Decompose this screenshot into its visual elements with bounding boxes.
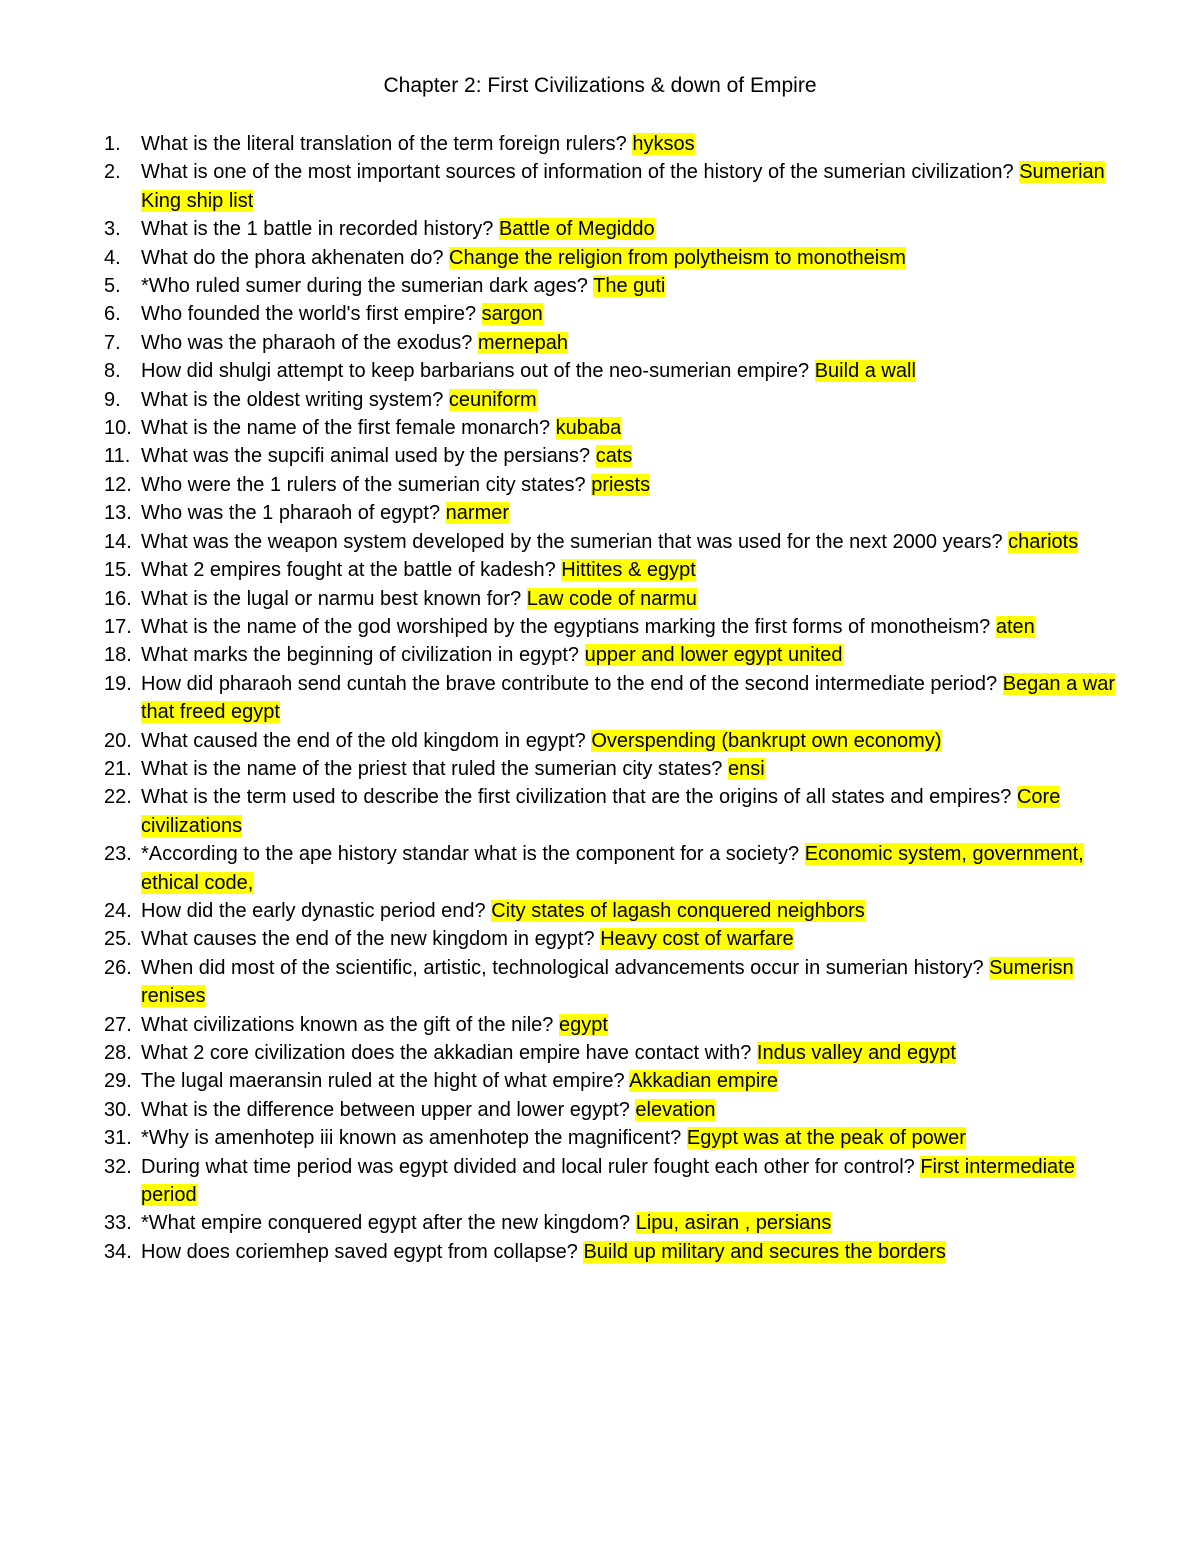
answer-highlight: sargon	[481, 303, 543, 326]
question-text: What causes the end of the new kingdom in egypt?	[141, 928, 595, 951]
question-text: What is the term used to describe the first civilization that are the origins of all states and empires?	[141, 786, 1012, 809]
list-item	[104, 1124, 1124, 1152]
list-item	[104, 215, 1124, 243]
answer-highlight: Build a wall	[814, 360, 916, 383]
question-text: How does coriemhep saved egypt from collapse?	[141, 1240, 578, 1263]
item-number: 33.	[104, 1212, 132, 1235]
question-text: The lugal maeransin ruled at the hight of what empire?	[141, 1070, 625, 1093]
list-item	[104, 1039, 1124, 1067]
answer-highlight: mernepah	[477, 331, 568, 354]
item-number: 3.	[104, 218, 121, 241]
item-number: 34.	[104, 1240, 132, 1263]
item-number: 17.	[104, 615, 132, 638]
item-number: 11.	[104, 445, 131, 468]
list-item	[104, 499, 1124, 527]
item-number: 14.	[104, 530, 132, 553]
item-number: 15.	[104, 559, 132, 582]
item-number: 4.	[104, 246, 121, 269]
list-item	[104, 1238, 1124, 1266]
item-number: 6.	[104, 303, 121, 326]
answer-highlight: Build up military and secures the borders	[583, 1240, 946, 1263]
answer-highlight: Heavy cost of warfare	[600, 928, 794, 951]
item-number: 9.	[104, 388, 121, 411]
answer-highlight: Core civilizations	[141, 786, 1061, 837]
question-text: How did the early dynastic period end?	[141, 899, 486, 922]
answer-highlight: ensi	[727, 757, 765, 780]
question-text: What 2 core civilization does the akkadian empire have contact with?	[141, 1042, 752, 1064]
list-item	[104, 1067, 1124, 1095]
answer-highlight: chariots	[1008, 530, 1079, 553]
item-number: 32.	[104, 1155, 132, 1178]
question-text: What caused the end of the old kingdom in egypt?	[141, 729, 586, 752]
answer-highlight: kubaba	[555, 417, 622, 440]
answer-highlight: elevation	[635, 1098, 716, 1121]
item-number: 26.	[104, 956, 132, 979]
item-number: 30.	[104, 1098, 132, 1121]
list-item	[104, 386, 1124, 414]
list-item	[104, 783, 1124, 840]
list-item	[104, 158, 1124, 215]
item-number: 8.	[104, 360, 121, 383]
answer-highlight: egypt	[559, 1013, 608, 1036]
item-number: 31.	[104, 1127, 132, 1150]
list-item	[104, 130, 1124, 158]
list-item	[104, 442, 1124, 470]
list-item	[104, 528, 1124, 556]
item-number: 18.	[104, 644, 132, 667]
list-item	[104, 272, 1124, 300]
list-item	[104, 357, 1124, 385]
list-item	[104, 300, 1124, 328]
question-text: What is the name of the god worshiped by the egyptians marking the first forms of monotheism?	[141, 615, 991, 638]
question-text: *Who ruled sumer during the sumerian dark ages?	[141, 275, 588, 298]
answer-highlight: Egypt was at the peak of power	[686, 1127, 966, 1150]
list-item	[104, 1209, 1124, 1237]
question-text: What is the name of the priest that ruled the sumerian city states?	[141, 757, 723, 780]
item-number: 20.	[104, 729, 132, 752]
list-item	[104, 329, 1124, 357]
list-item	[104, 1096, 1124, 1124]
item-number: 5.	[104, 275, 121, 298]
item-number: 7.	[104, 331, 121, 354]
list-item	[104, 897, 1124, 925]
answer-highlight: Akkadian empire	[629, 1070, 779, 1093]
question-text: *What empire conquered egypt after the new kingdom?	[141, 1212, 631, 1235]
item-number: 23.	[104, 843, 132, 866]
question-text: What is the literal translation of the term foreign rulers?	[141, 133, 627, 155]
item-number: 10.	[104, 417, 132, 440]
answer-highlight: Indus valley and egypt	[756, 1042, 956, 1064]
list-item	[104, 727, 1124, 755]
list-item	[104, 840, 1124, 897]
question-text: *According to the ape history standar what is the component for a society?	[141, 843, 800, 866]
answer-highlight: Battle of Megiddo	[498, 218, 655, 241]
question-text: What was the weapon system developed by the sumerian that was used for the next 2000 years?	[141, 530, 1003, 553]
question-text: What do the phora akhenaten do?	[141, 246, 444, 269]
question-text: During what time period was egypt divided and local ruler fought each other for control?	[141, 1155, 915, 1178]
answer-highlight: cats	[595, 445, 633, 468]
question-text: What is the oldest writing system?	[141, 388, 444, 411]
item-number: 12.	[104, 473, 132, 496]
question-text: Who was the 1 pharaoh of egypt?	[141, 502, 441, 525]
answer-highlight: narmer	[445, 502, 510, 525]
answer-highlight: The guti	[593, 275, 666, 298]
item-number: 25.	[104, 928, 132, 951]
list-item	[104, 414, 1124, 442]
answer-highlight: Sumerisn renises	[141, 956, 1074, 1008]
answer-highlight: Law code of narmu	[526, 587, 697, 610]
question-list	[104, 130, 1124, 1266]
answer-highlight: upper and lower egypt united	[584, 644, 843, 667]
list-item	[104, 925, 1124, 953]
item-number: 19.	[104, 672, 132, 695]
item-number: 24.	[104, 899, 132, 922]
list-item	[104, 954, 1124, 1011]
question-text: What is the name of the first female monarch?	[141, 417, 551, 440]
question-text: What is one of the most important sources of information of the history of the sumerian civilization?	[141, 161, 1014, 184]
question-text: How did shulgi attempt to keep barbarians out of the neo-sumerian empire?	[141, 360, 810, 383]
item-number: 28.	[104, 1042, 132, 1064]
list-item	[104, 641, 1124, 669]
item-number: 13.	[104, 502, 132, 525]
answer-highlight: Economic system, government, ethical code,	[141, 843, 1084, 894]
item-number: 21.	[104, 757, 132, 780]
question-text: Who founded the world's first empire?	[141, 303, 477, 326]
question-text: What is the lugal or narmu best known for?	[141, 587, 522, 610]
question-text: What 2 empires fought at the battle of kadesh?	[141, 559, 556, 582]
list-item	[104, 1011, 1124, 1039]
list-item	[104, 1153, 1124, 1210]
item-number: 2.	[104, 161, 121, 184]
answer-highlight: First intermediate period	[141, 1155, 1075, 1207]
question-text: Who was the pharaoh of the exodus?	[141, 331, 473, 354]
item-number: 16.	[104, 587, 132, 610]
answer-highlight: Overspending (bankrupt own economy)	[591, 729, 942, 752]
list-item	[104, 556, 1124, 584]
item-number: 22.	[104, 786, 132, 809]
question-text: What was the supcifi animal used by the persians?	[141, 445, 591, 468]
answer-highlight: ceuniform	[448, 388, 537, 411]
question-text: What is the difference between upper and lower egypt?	[141, 1098, 630, 1121]
answer-highlight: priests	[591, 473, 651, 496]
question-text: How did pharaoh send cuntah the brave contribute to the end of the second intermediate period?	[141, 672, 998, 695]
answer-highlight: Change the religion from polytheism to monotheism	[449, 246, 906, 269]
question-text: *Why is amenhotep iii known as amenhotep the magnificent?	[141, 1127, 682, 1150]
answer-highlight: Lipu, asiran , persians	[635, 1212, 832, 1235]
answer-highlight: City states of lagash conquered neighbors	[491, 899, 865, 922]
question-text: Who were the 1 rulers of the sumerian city states?	[141, 473, 586, 496]
answer-highlight: aten	[995, 615, 1035, 638]
answer-highlight: hyksos	[632, 133, 695, 155]
item-number: 27.	[104, 1013, 132, 1036]
list-item	[104, 585, 1124, 613]
question-text: What marks the beginning of civilization in egypt?	[141, 644, 580, 667]
question-text: What is the 1 battle in recorded history?	[141, 218, 494, 241]
answer-highlight: Sumerian King ship list	[141, 161, 1105, 212]
question-text: What civilizations known as the gift of the nile?	[141, 1013, 554, 1036]
page-title: Chapter 2: First Civilizations & down of Empire	[383, 74, 817, 97]
list-item	[104, 755, 1124, 783]
item-number: 1.	[104, 133, 121, 155]
list-item	[104, 244, 1124, 272]
list-item	[104, 471, 1124, 499]
answer-highlight: Began a war that freed egypt	[141, 672, 1115, 724]
answer-highlight: Hittites & egypt	[561, 559, 696, 582]
list-item	[104, 613, 1124, 641]
question-text: When did most of the scientific, artistic, technological advancements occur in sumerian history?	[141, 956, 984, 979]
item-number: 29.	[104, 1070, 132, 1093]
list-item	[104, 670, 1124, 727]
